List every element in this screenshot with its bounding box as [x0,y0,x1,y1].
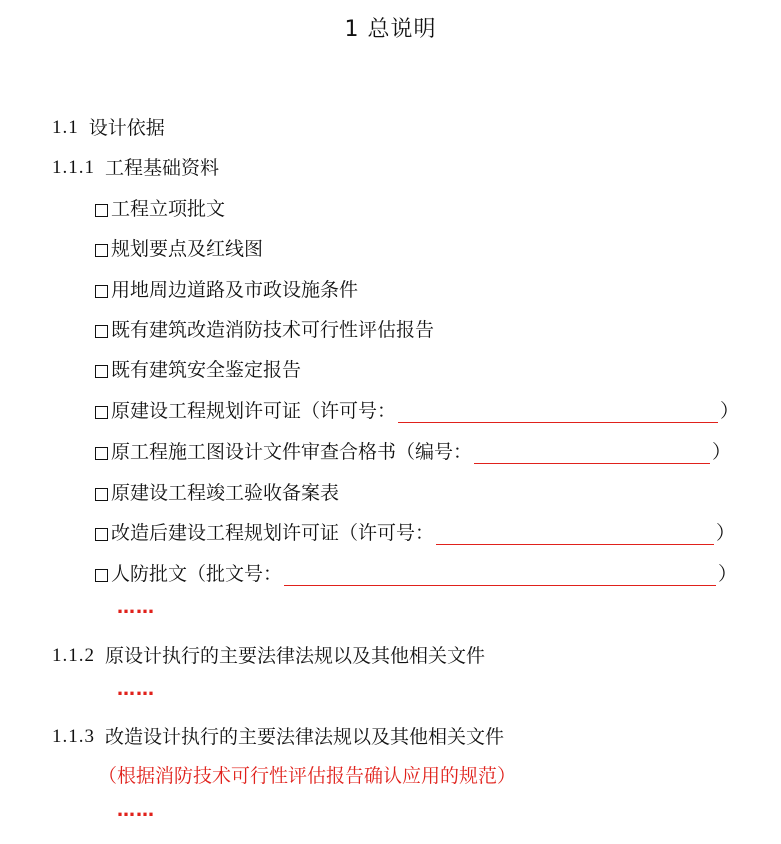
checklist-item-label: 既有建筑安全鉴定报告 [111,359,302,381]
checklist-item [95,237,263,261]
section-1-1-1-heading [52,156,219,180]
checkbox-icon[interactable] [95,365,108,378]
checkbox-icon[interactable] [95,488,108,501]
checklist-item-label: 规划要点及红线图 [111,238,264,260]
checklist-item-label: 既有建筑改造消防技术可行性评估报告 [111,319,435,341]
checklist-item [95,278,358,302]
section-number: 1.1.1 [52,157,95,178]
checkbox-icon[interactable] [95,528,108,541]
section-label: 改造设计执行的主要法律法规以及其他相关文件 [105,726,505,748]
section-label: 设计依据 [88,117,165,139]
closing-paren: ） [718,563,738,585]
review-number-field[interactable] [474,445,710,464]
checklist-item [95,440,731,464]
section-1-1-3-heading [52,725,504,749]
checklist-item [95,562,737,586]
checklist-item [95,399,739,423]
ellipsis: …… [117,679,155,700]
checklist-item [95,521,735,545]
checklist-item [95,197,225,221]
page-title: 1 总说明 [344,17,437,42]
section-number: 1.1.3 [52,726,95,747]
checkbox-icon[interactable] [95,447,108,460]
section-number: 1.1 [52,117,79,138]
section-1-1-heading [52,116,165,140]
closing-paren: ） [712,441,732,463]
checkbox-icon[interactable] [95,204,108,217]
civil-defense-number-field[interactable] [284,567,716,586]
checklist-item-label: 改造后建设工程规划许可证（许可号： [111,522,435,544]
checkbox-icon[interactable] [95,244,108,257]
ellipsis: …… [117,800,155,821]
ellipsis: …… [117,597,155,618]
section-1-1-2-heading [52,644,485,668]
checkbox-icon[interactable] [95,569,108,582]
new-permit-number-field[interactable] [436,526,714,545]
checklist-item-label: 人防批文（批文号： [111,563,283,585]
section-note: （根据消防技术可行性评估报告确认应用的规范） [98,765,517,787]
checklist-item-label: 原建设工程规划许可证（许可号： [111,400,397,422]
closing-paren: ） [720,400,740,422]
section-number: 1.1.2 [52,645,95,666]
checklist-item [95,481,339,505]
checklist-item-label: 工程立项批文 [111,198,226,220]
section-label: 工程基础资料 [105,157,220,179]
checklist-item [95,358,301,382]
checklist-item-label: 原工程施工图设计文件审查合格书（编号： [111,441,473,463]
checklist-item-label: 用地周边道路及市政设施条件 [111,279,359,301]
closing-paren: ） [716,522,736,544]
section-label: 原设计执行的主要法律法规以及其他相关文件 [105,645,486,667]
checklist-item [95,318,434,342]
checkbox-icon[interactable] [95,406,108,419]
checkbox-icon[interactable] [95,325,108,338]
checklist-item-label: 原建设工程竣工验收备案表 [111,482,340,504]
checkbox-icon[interactable] [95,285,108,298]
permit-number-field[interactable] [398,404,718,423]
